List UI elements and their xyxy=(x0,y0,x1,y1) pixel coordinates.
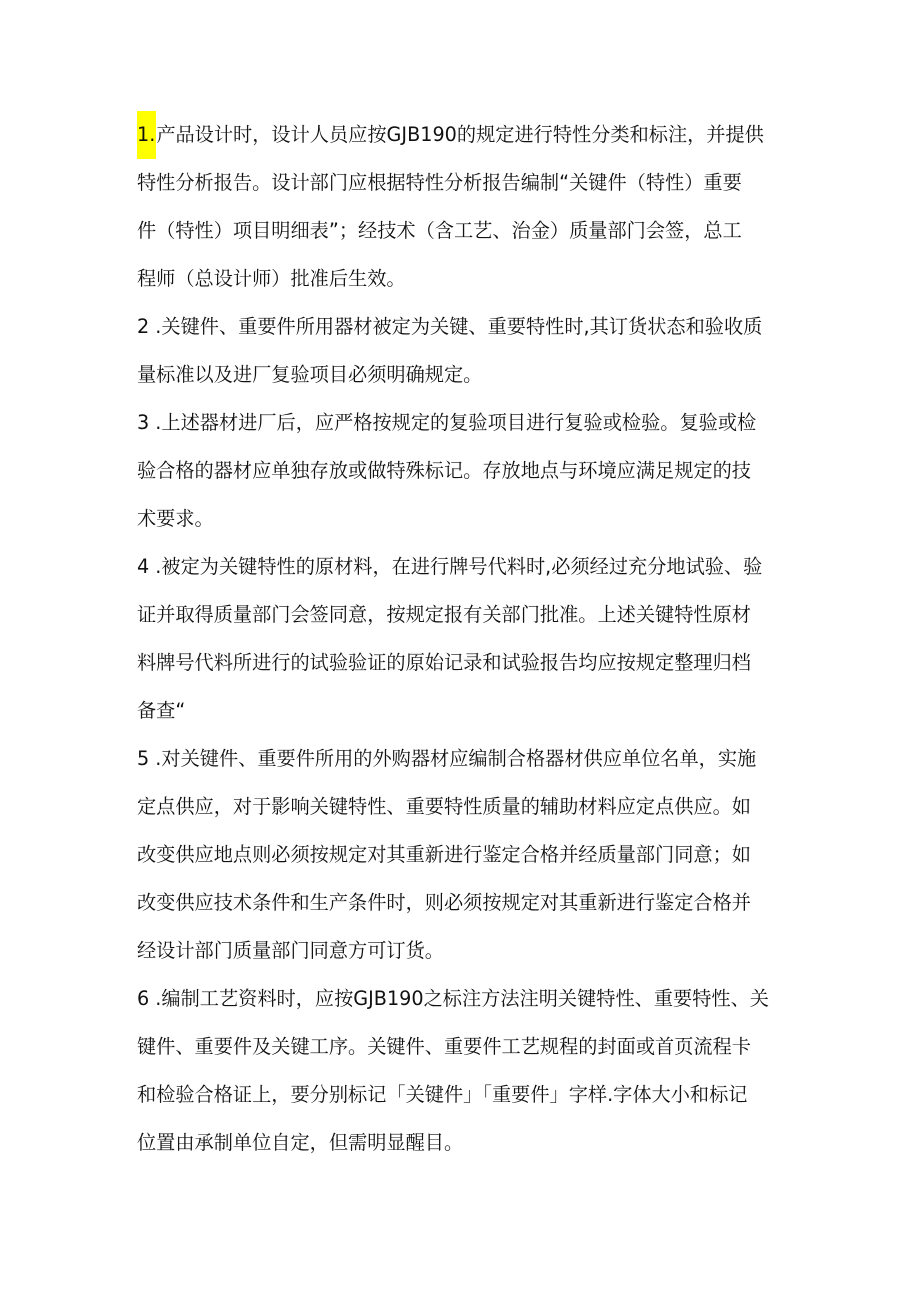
paragraph-3 xyxy=(137,399,797,543)
highlight-marker: 1. xyxy=(137,111,156,159)
paragraph-3-line-1: 3 .上述器材进厂后，应严格按规定的复验项目进行复验或检验。复验或检 xyxy=(137,411,757,434)
paragraph-5 xyxy=(137,735,797,975)
paragraph-2-line-2: 量标准以及进厂复验项目必须明确规定。 xyxy=(137,363,483,386)
paragraph-6-line-2: 键件、重要件及关键工序。关键件、重要件工艺规程的封面或首页流程卡 xyxy=(137,1035,751,1058)
paragraph-2-line-1: 2 .关键件、重要件所用器材被定为关键、重要特性时,其订货状态和验收质 xyxy=(137,315,763,338)
paragraph-6-line-1: 6 .编制工艺资料时，应按GJB190之标注方法注明关键特性、重要特性、关 xyxy=(137,987,769,1010)
paragraph-3-line-2: 验合格的器材应单独存放或做特殊标记。存放地点与环境应满足规定的技 xyxy=(137,459,751,482)
paragraph-6-line-4: 位置由承制单位自定，但需明显醒目。 xyxy=(137,1131,464,1154)
paragraph-5-line-4: 改变供应技术条件和生产条件时，则必须按规定对其重新进行鉴定合格并 xyxy=(137,891,751,914)
paragraph-4-line-1: 4 .被定为关键特性的原材料，在进行牌号代料时,必须经过充分地试验、验 xyxy=(137,555,763,578)
paragraph-4-line-3: 料牌号代料所进行的试验验证的原始记录和试验报告均应按规定整理归档 xyxy=(137,651,751,674)
paragraph-4-line-4: 备查“ xyxy=(137,699,186,722)
paragraph-5-line-2: 定点供应，对于影响关键特性、重要特性质量的辅助材料应定点供应。如 xyxy=(137,795,751,818)
paragraph-4 xyxy=(137,543,797,735)
paragraph-1 xyxy=(137,111,797,303)
paragraph-6-line-3: 和检验合格证上，要分别标记「关键件」「重要件」字样.字体大小和标记 xyxy=(137,1083,748,1106)
paragraph-1-line-4: 程师（总设计师）批准后生效。 xyxy=(137,267,406,290)
paragraph-6 xyxy=(137,975,797,1167)
paragraph-1-line-3: 件（特性）项目明细表”；经技术（含工艺、治金）质量部门会签，总工 xyxy=(137,219,742,242)
paragraph-3-line-3: 术要求。 xyxy=(137,507,214,530)
paragraph-4-line-2: 证并取得质量部门会签同意，按规定报有关部门批准。上述关键特性原材 xyxy=(137,603,751,626)
paragraph-1-line-2: 特性分析报告。设计部门应根据特性分析报告编制“关键件（特性）重要 xyxy=(137,171,742,194)
document-body xyxy=(137,111,797,1167)
paragraph-1-line-1: 1.产品设计时，设计人员应按GJB190的规定进行特性分类和标注，并提供 xyxy=(137,111,797,159)
paragraph-2 xyxy=(137,303,797,399)
paragraph-5-line-5: 经设计部门质量部门同意方可订货。 xyxy=(137,939,444,962)
paragraph-5-line-3: 改变供应地点则必须按规定对其重新进行鉴定合格并经质量部门同意；如 xyxy=(137,843,751,866)
paragraph-5-line-1: 5 .对关键件、重要件所用的外购器材应编制合格器材供应单位名单，实施 xyxy=(137,747,757,770)
